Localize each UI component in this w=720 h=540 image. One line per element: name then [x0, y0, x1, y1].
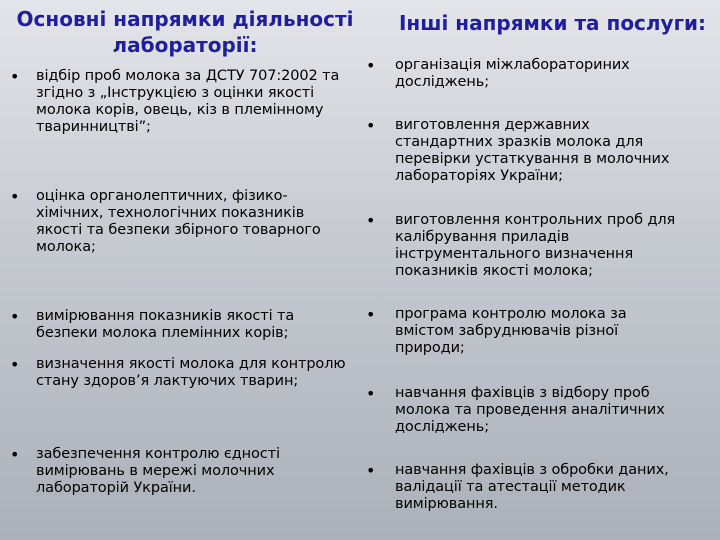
list-item-text: забезпечення контролю єдності вимірювань в мережі молочних лабораторій України. [36, 446, 280, 496]
list-item-text: вимірювання показників якості та безпеки молока племінних корів; [36, 308, 295, 341]
list-item [366, 462, 688, 513]
list-item [10, 446, 350, 497]
list-item-text: організація міжлабораториних досліджень; [395, 57, 630, 90]
bullet-icon: • [366, 305, 376, 324]
list-item [366, 306, 688, 357]
list-item-text: оцінка органолептичних, фізико-хімічних, технологічних показників якості та безпеки збірного товарного молока; [36, 188, 321, 255]
list-item [366, 385, 688, 436]
bullet-icon: • [366, 461, 376, 480]
list-item [10, 68, 350, 136]
left-column-title: Основні напрямки діяльності лабораторії: [16, 7, 354, 57]
list-item-text: виготовлення контрольних проб для калібрування приладів інструментального визначення показників якості молока; [395, 212, 676, 279]
bullet-icon: • [10, 355, 20, 374]
list-item [366, 57, 688, 91]
list-item-text: програма контролю молока за вмістом забруднювачів різної природи; [395, 306, 627, 356]
bullet-icon: • [366, 384, 376, 403]
right-column-title: Інші напрямки та послуги: [398, 11, 707, 35]
bullet-icon: • [10, 445, 20, 464]
bullet-icon: • [366, 116, 376, 135]
list-item-text: відбір проб молока за ДСТУ 707:2002 та згідно з „Інструкцією з оцінки якості молока корів, овець, кіз в племінному тваринництві”; [36, 68, 340, 135]
list-item [366, 117, 688, 185]
list-item [366, 212, 688, 280]
bullet-icon: • [366, 56, 376, 75]
list-item [10, 308, 350, 342]
bullet-icon: • [366, 211, 376, 230]
bullet-icon: • [10, 307, 20, 326]
list-item [10, 356, 350, 390]
list-item-text: виготовлення державних стандартних зразків молока для перевірки устаткування в молочних лабораторіях України; [395, 117, 670, 184]
list-item-text: навчання фахівців з відбору проб молока та проведення аналітичних досліджень; [395, 385, 665, 435]
list-item-text: навчання фахівців з обробки даних, валідації та атестації методик вимірювання. [395, 462, 669, 512]
bullet-icon: • [10, 187, 20, 206]
bullet-icon: • [10, 67, 20, 86]
list-item [10, 188, 350, 256]
list-item-text: визначення якості молока для контролю стану здоров’я лактуючих тварин; [36, 356, 346, 389]
